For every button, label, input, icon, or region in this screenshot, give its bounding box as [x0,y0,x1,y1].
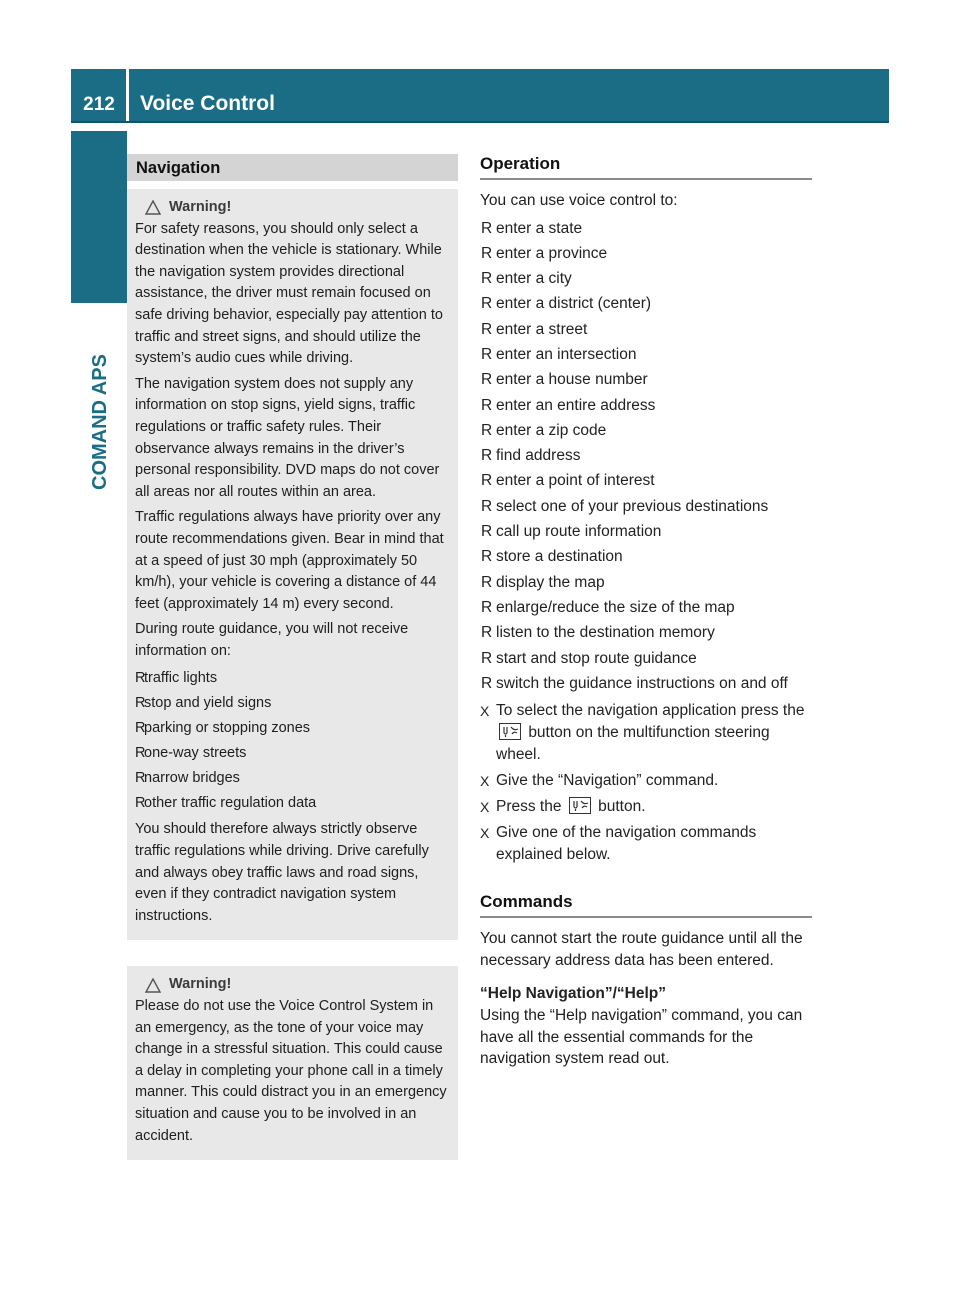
list-item: R display the map [480,570,812,595]
warning-paragraph: Please do not use the Voice Control System in an emergency, as the tone of your voice may change in a stressful situation. This could cause a delay in completing your phone call in a timely manner. This could distract you in an emergency situation and cause you to be involved in an accident. [135,998,447,1144]
warning-box-1 [127,189,458,940]
bullet-icon: R [135,695,146,712]
bullet-icon: R [135,670,146,687]
section-title-navigation: Navigation [127,154,458,181]
bullet-icon: R [481,270,493,288]
bullet-icon: R [481,624,493,642]
bullet-icon: R [481,345,493,363]
section-title-commands: Commands [480,892,812,918]
warning-box-2 [127,966,458,1160]
bullet-icon: R [481,320,493,338]
bullet-icon: R [481,421,493,439]
step-item: X Give one of the navigation commands explained below. [480,824,757,864]
bullet-icon: R [481,219,493,237]
list-item: R select one of your previous destinations [480,494,812,519]
list-item: R listen to the destination memory [480,620,812,645]
list-item: R enter a street [480,317,812,342]
list-item: R traffic lights [135,666,451,691]
list-item: R enter a state [480,216,812,241]
header-divider [126,69,129,121]
warning-title-text: Warning! [169,199,232,215]
list-item: R enter a district (center) [480,291,812,316]
bullet-icon: R [481,497,493,515]
step-arrow-icon: X [480,799,490,816]
step-arrow-icon: X [480,773,490,790]
list-item: R enter an entire address [480,393,812,418]
bullet-icon: R [481,447,493,465]
voice-button-icon [569,797,591,814]
help-subheading: “Help Navigation”/“Help” [480,985,667,1003]
page-header [71,69,889,123]
commands-paragraph: You cannot start the route guidance until all the necessary address data has been entered. [480,930,803,969]
voice-button-icon [499,723,521,740]
step-item: X Press the button. [480,796,812,818]
right-column [480,150,812,1070]
list-item: R enter a province [480,241,812,266]
bullet-icon: R [481,548,493,566]
list-item: R enter a zip code [480,418,812,443]
bullet-icon: R [481,523,493,541]
bullet-icon: R [481,371,493,389]
warning-icon [145,200,161,215]
step-item: X To select the navigation application press the button on the multifunction steering wheel. [480,702,805,764]
bullet-icon: R [135,795,146,812]
no-info-list [135,666,451,816]
list-item: R parking or stopping zones [135,716,451,741]
list-item: R call up route information [480,519,812,544]
bullet-icon: R [481,649,493,667]
warning-title [145,974,451,996]
list-item: R start and stop route guidance [480,646,812,671]
step-arrow-icon: X [480,825,490,842]
warning-paragraph: Traffic regulations always have priority over any route recommendations given. Bear in mind that at a speed of just 30 mph (approximately 50 km/h), your vehicle is covering a distance of 44 feet (approximately 14 m) every second. [135,509,444,612]
bullet-icon: R [481,396,493,414]
step-item: X Give the “Navigation” command. [480,770,812,792]
instruction-steps [480,700,812,866]
list-item: R store a destination [480,544,812,569]
bullet-icon: R [135,745,146,762]
bullet-icon: R [481,295,493,313]
list-item: R find address [480,443,812,468]
list-item: R stop and yield signs [135,691,451,716]
warning-paragraph: During route guidance, you will not receive information on: [135,621,409,659]
list-item: R enter a city [480,266,812,291]
bullet-icon: R [481,598,493,616]
warning-title-text: Warning! [169,976,232,993]
list-item: R enter an intersection [480,342,812,367]
bullet-icon: R [481,674,493,692]
warning-paragraph: You should therefore always strictly observe traffic regulations while driving. Drive carefully and always obey traffic laws and road signs, even if they contradict navigation system instructions. [135,821,429,924]
voice-control-list [480,216,812,697]
warning-icon [145,978,161,993]
operation-intro: You can use voice control to: [480,192,678,209]
warning-paragraph: For safety reasons, you should only select a destination when the vehicle is stationary. While the navigation system provides directional assistance, the driver must remain focused on safe driving behavior, especially pay attention to traffic and street signs, and should utilize the system’s audio cues while driving. [135,220,443,367]
list-item: R switch the guidance instructions on and off [480,671,812,696]
chapter-title: Voice Control [140,92,275,115]
list-item: R enter a point of interest [480,468,812,493]
bullet-icon: R [135,770,146,787]
section-title-operation: Operation [480,154,812,180]
bullet-icon: R [481,573,493,591]
bullet-icon: R [135,720,146,737]
bullet-icon: R [481,244,493,262]
side-tab [71,131,127,303]
list-item: R one-way streets [135,741,451,766]
warning-title [145,197,451,219]
side-label: COMAND APS [89,354,111,490]
list-item: R enlarge/reduce the size of the map [480,595,812,620]
list-item: R enter a house number [480,367,812,392]
left-column [127,154,458,1160]
step-arrow-icon: X [480,703,490,720]
warning-paragraph: The navigation system does not supply any information on stop signs, yield signs, traffic regulations or traffic safety rules. Their observance always remains in the driver’s personal responsibility. DVD maps do not cover all areas nor all routes within an area. [135,375,440,500]
page-number: 212 [83,94,115,115]
bullet-icon: R [481,472,493,490]
list-item: R narrow bridges [135,766,451,791]
list-item: R other traffic regulation data [135,791,451,816]
help-paragraph: Using the “Help navigation” command, you can have all the essential commands for the navigation system read out. [480,1007,803,1068]
